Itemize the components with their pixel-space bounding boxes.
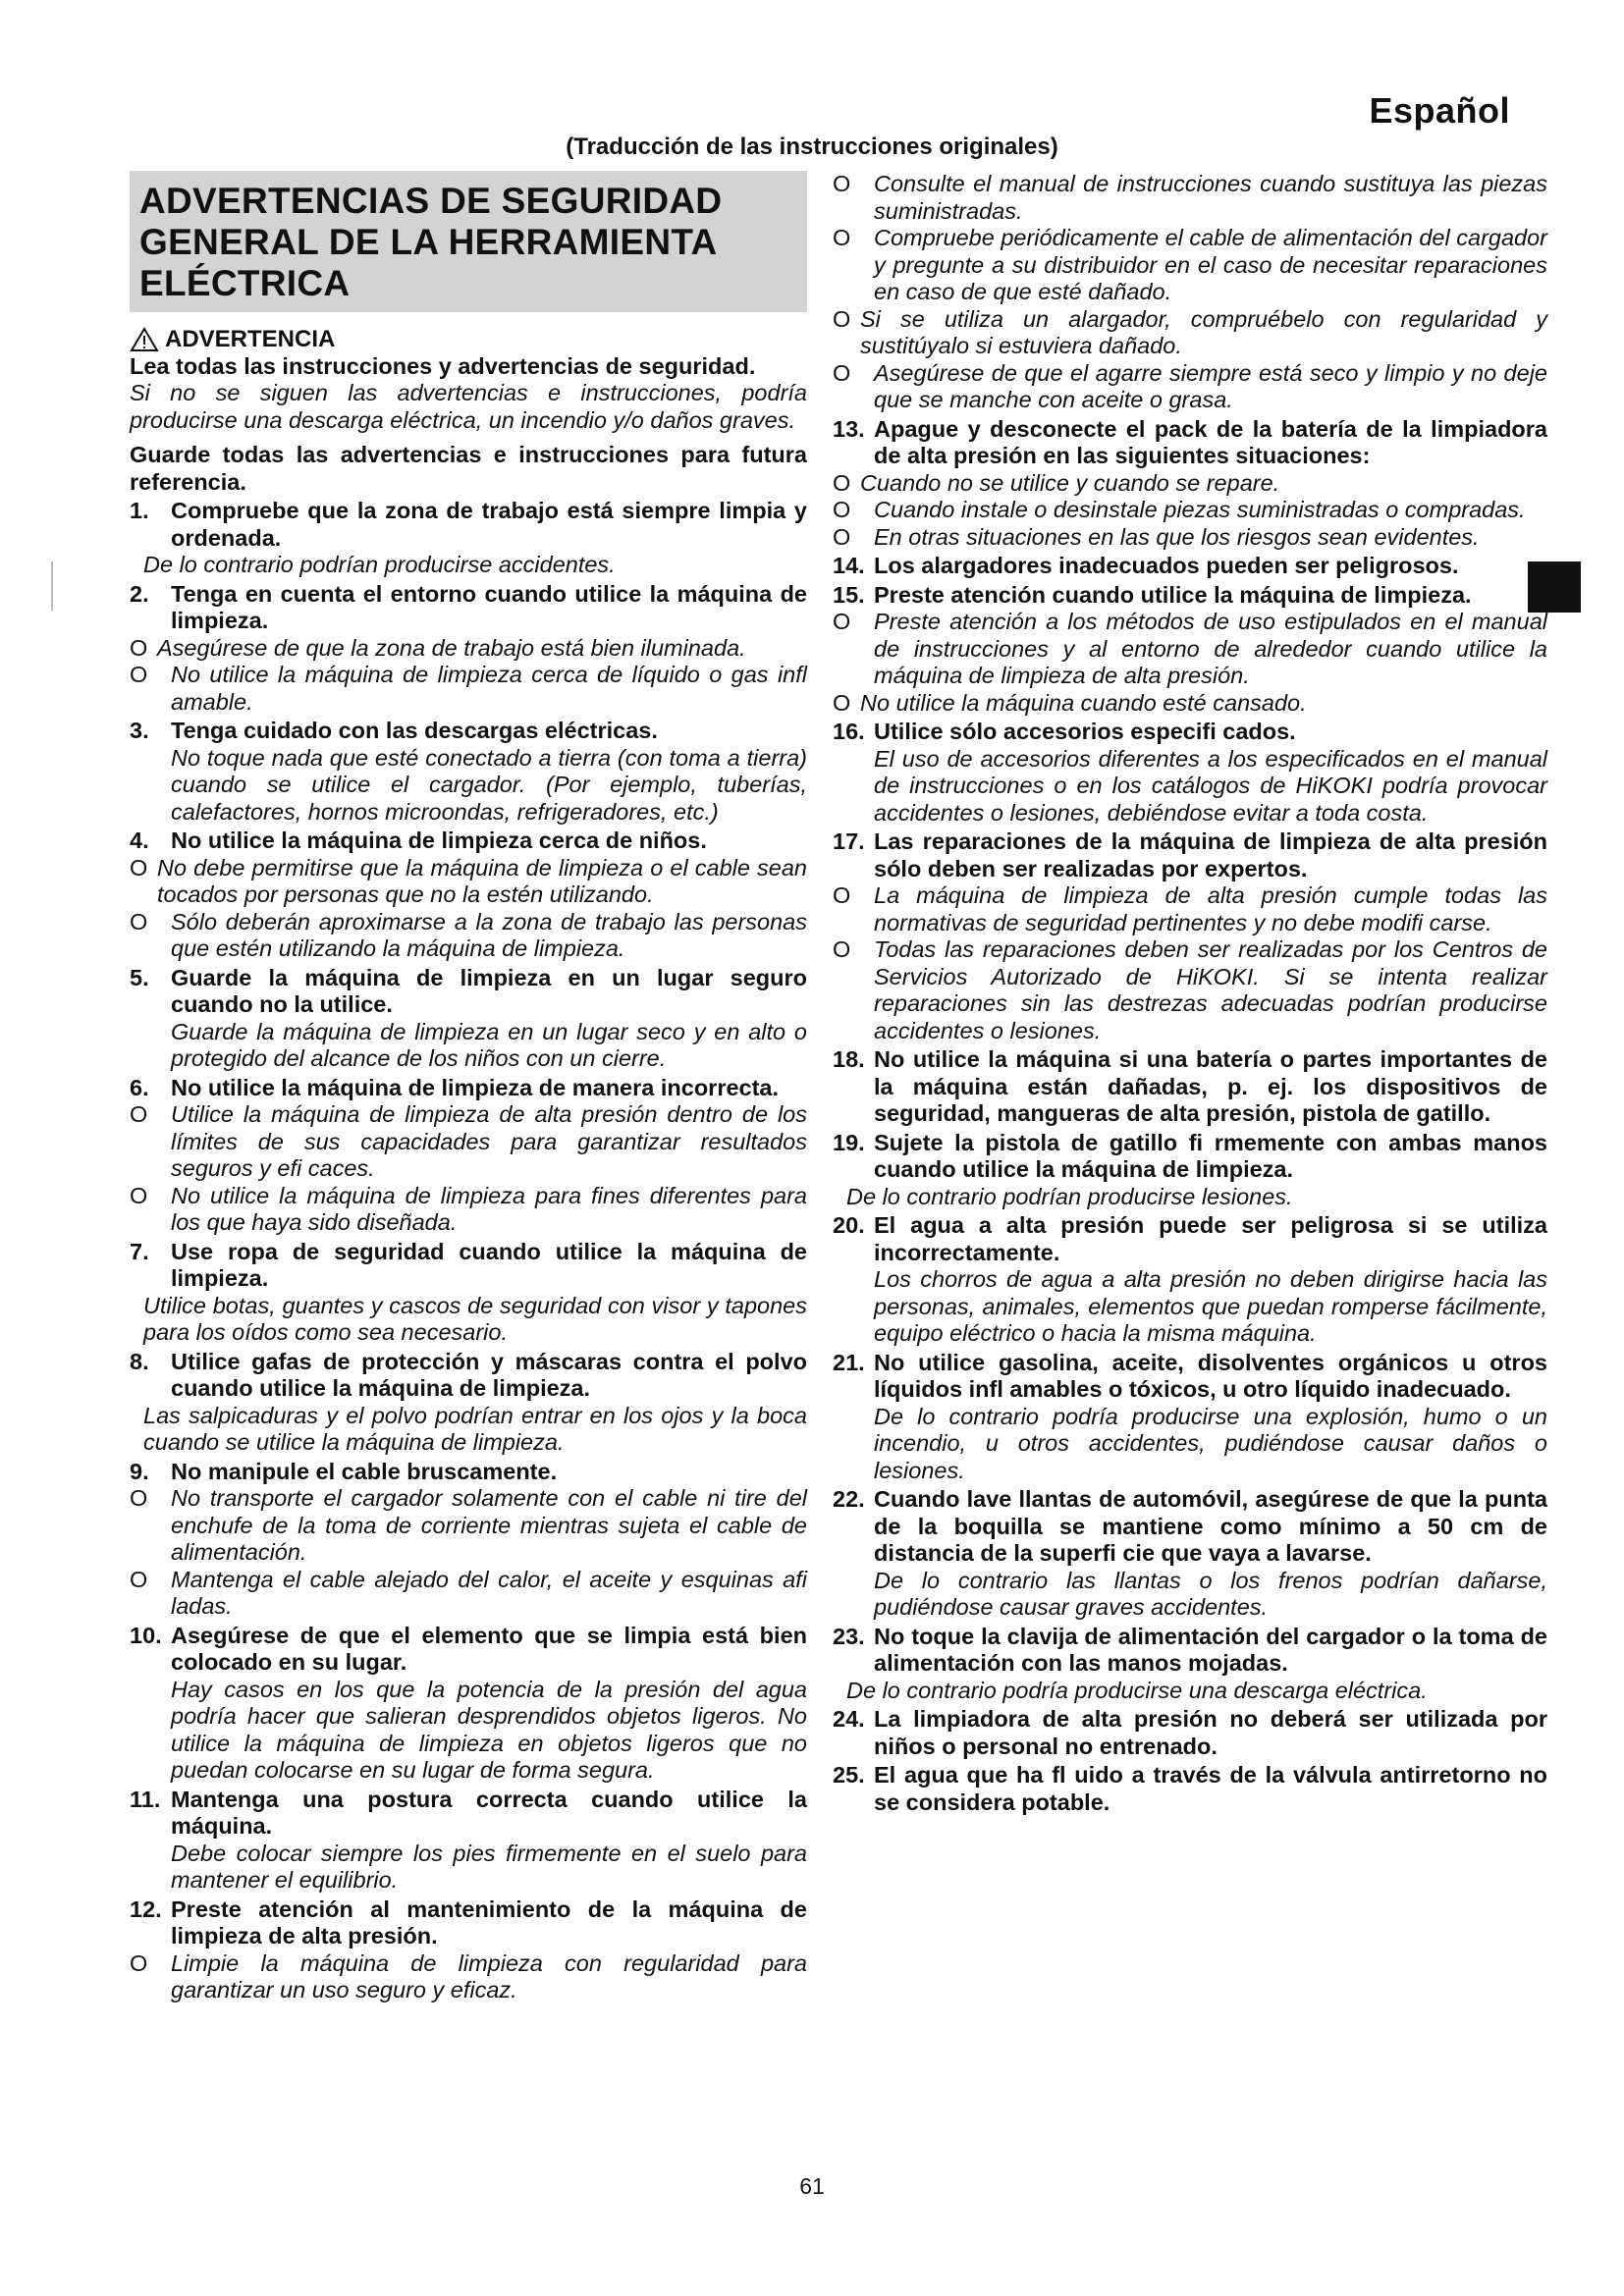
item-text: Mantenga una postura correcta cuando utilice la máquina. (171, 1786, 807, 1839)
item-23-desc: De lo contrario podría producirse una descarga eléctrica. (846, 1677, 1428, 1703)
item-15 (833, 582, 1547, 610)
item-22-desc: De lo contrario las llantas o los frenos podrían dañarse, pudiéndose causar graves accidentes. (874, 1567, 1547, 1620)
bullet-marker: O (833, 171, 851, 196)
item-15-bullet-2 (833, 690, 1547, 718)
item-2-bullet-1 (130, 635, 807, 663)
bullet-marker: O (130, 1182, 148, 1208)
item-text: Si se utiliza un alargador, compruébelo con regularidad y sustitúyalo si estuviera dañado. (860, 305, 1547, 358)
item-number: 19. (833, 1129, 865, 1155)
item-21-desc: De lo contrario podría producirse una explosión, humo o un incendio, u otros accidentes, pudiéndose causar daños o lesiones. (874, 1403, 1547, 1483)
item-text: Tenga cuidado con las descargas eléctricas. (171, 718, 658, 743)
bullet-marker: O (833, 689, 851, 716)
item-12 (130, 1896, 807, 1950)
item-number: 10. (130, 1622, 162, 1648)
bullet-marker: O (833, 609, 851, 634)
item-number: 25. (833, 1762, 865, 1788)
bullet-marker: O (833, 469, 851, 496)
section-title: ADVERTENCIAS DE SEGURIDAD GENERAL DE LA HERRAMIENTA ELÉCTRICA (130, 171, 807, 312)
item-9-bullet-1 (130, 1485, 807, 1567)
item-11 (130, 1787, 807, 1841)
item-text: Cuando no se utilice y cuando se repare. (860, 469, 1280, 496)
item-6-bullet-1 (130, 1101, 807, 1183)
bullet-marker: O (833, 882, 851, 908)
item-text: Los alargadores inadecuados pueden ser peligrosos. (874, 553, 1459, 578)
item-text: Utilice la máquina de limpieza de alta presión dentro de los límites de sus capacidades para garantizar resultados seguros y efi caces. (171, 1101, 807, 1181)
bullet-marker: O (130, 1566, 148, 1592)
bullet-marker: O (833, 359, 851, 386)
item-text: No utilice la máquina de limpieza cerca de niños. (171, 828, 707, 853)
item-8-desc: Las salpicaduras y el polvo podrían entrar en los ojos y la boca cuando se utilice la máquina de limpieza. (143, 1402, 807, 1455)
right-column (833, 171, 1547, 1816)
item-text: Utilice gafas de protección y máscaras contra el polvo cuando utilice la máquina de limpieza. (171, 1348, 807, 1401)
item-number: 6. (130, 1074, 149, 1100)
item-text: Sujete la pistola de gatillo fi rmemente con ambas manos cuando utilice la máquina de limpieza. (874, 1129, 1547, 1182)
item-text: Mantenga el cable alejado del calor, el aceite y esquinas afi ladas. (171, 1566, 807, 1619)
bullet-marker: O (130, 634, 148, 661)
item-16-desc: El uso de accesorios diferentes a los especificados en el manual de instrucciones o en los catálogos de HiKOKI podría provocar accidentes o lesiones, debiéndose evitar a toda costa. (874, 745, 1547, 826)
right-bullet-4 (833, 360, 1547, 414)
item-text: Todas las reparaciones deben ser realizadas por los Centros de Servicios Autorizado de HiKOKI. Si se intenta realizar reparaciones sin las destrezas adecuadas podrían producirse accidentes o lesiones. (874, 936, 1547, 1043)
item-16 (833, 719, 1547, 746)
item-number: 7. (130, 1238, 149, 1264)
item-number: 2. (130, 580, 149, 607)
bullet-marker: O (833, 225, 851, 250)
item-text: No utilice gasolina, aceite, disolventes orgánicos u otros líquidos infl amables o tóxicos, u otro líquido inadecuado. (874, 1349, 1547, 1402)
item-text: Guarde la máquina de limpieza en un lugar seguro cuando no la utilice. (171, 964, 807, 1017)
item-text: La limpiadora de alta presión no deberá ser utilizada por niños o personal no entrenado. (874, 1706, 1547, 1759)
item-text: Consulte el manual de instrucciones cuando sustituya las piezas suministradas. (874, 171, 1547, 224)
item-11-desc: Debe colocar siempre los pies firmemente en el suelo para mantener el equilibrio. (171, 1840, 807, 1893)
item-number: 21. (833, 1349, 865, 1375)
item-9-bullet-2 (130, 1567, 807, 1621)
item-text: Sólo deberán aproximarse a la zona de trabajo las personas que estén utilizando la máquina de limpieza. (171, 908, 807, 961)
item-number: 8. (130, 1348, 149, 1374)
right-bullet-1 (833, 171, 1547, 225)
item-number: 18. (833, 1046, 865, 1072)
item-text: Limpie la máquina de limpieza con regularidad para garantizar un uso seguro y eficaz. (171, 1949, 807, 2002)
item-text: No toque la clavija de alimentación del cargador o la toma de alimentación con las manos mojadas. (874, 1623, 1547, 1676)
item-17 (833, 828, 1547, 882)
bullet-marker: O (130, 1485, 148, 1511)
bullet-marker: O (130, 854, 148, 881)
item-text: No utilice la máquina de limpieza cerca de líquido o gas infl amable. (171, 662, 807, 715)
item-text: Preste atención a los métodos de uso estipulados en el manual de instrucciones y al entorno de alrededor cuando utilice la máquina de limpieza de alta presión. (874, 609, 1547, 688)
warning-triangle-icon (130, 327, 159, 352)
warning-bold-text: Lea todas las instrucciones y advertencias de seguridad. (130, 352, 756, 379)
item-number: 14. (833, 553, 865, 578)
item-19-desc: De lo contrario podrían producirse lesiones. (846, 1183, 1293, 1209)
item-text: El agua a alta presión puede ser peligrosa si se utiliza incorrectamente. (874, 1212, 1547, 1265)
item-text: Compruebe periódicamente el cable de alimentación del cargador y pregunte a su distribuidor en el caso de necesitar reparaciones en caso de que esté dañado. (874, 225, 1547, 304)
item-text: Asegúrese de que la zona de trabajo está bien iluminada. (157, 634, 746, 661)
item-number: 5. (130, 964, 149, 990)
item-17-bullet-1 (833, 882, 1547, 936)
item-text: En otras situaciones en las que los riesgos sean evidentes. (874, 523, 1480, 550)
item-number: 11. (130, 1786, 161, 1812)
item-22 (833, 1486, 1547, 1568)
item-number: 17. (833, 828, 865, 854)
item-20 (833, 1212, 1547, 1266)
item-20-desc: Los chorros de agua a alta presión no deben dirigirse hacia las personas, animales, elementos que puedan romperse fácilmente, equipo eléctrico o hacia la misma máquina. (874, 1266, 1547, 1346)
item-6-bullet-2 (130, 1183, 807, 1237)
bullet-marker: O (130, 1101, 148, 1127)
item-4-bullet-1 (130, 855, 807, 909)
item-4-bullet-2 (130, 909, 807, 963)
item-text: No manipule el cable bruscamente. (171, 1458, 558, 1484)
bullet-marker: O (833, 497, 851, 522)
right-bullet-2 (833, 225, 1547, 306)
item-text: Cuando instale o desinstale piezas suministradas o compradas. (874, 497, 1526, 522)
keep-instructions-text: Guarde todas las advertencias e instrucciones para futura referencia. (130, 442, 807, 495)
item-number: 13. (833, 415, 865, 442)
item-18 (833, 1046, 1547, 1128)
warning-italic-text: Si no se siguen las advertencias e instrucciones, podría producirse una descarga eléctrica, un incendio y/o daños graves. (130, 380, 807, 433)
item-number: 15. (833, 581, 865, 608)
item-number: 20. (833, 1212, 865, 1238)
item-12-bullet-1 (130, 1950, 807, 2004)
bullet-marker: O (833, 523, 851, 550)
item-text: Apague y desconecte el pack de la batería de la limpiadora de alta presión en las siguientes situaciones: (874, 415, 1547, 468)
bullet-marker: O (833, 936, 851, 962)
item-7-desc: Utilice botas, guantes y cascos de seguridad con visor y tapones para los oídos como sea necesario. (143, 1292, 807, 1345)
language-label: Español (1369, 90, 1510, 131)
page-number: 61 (799, 2173, 825, 2199)
item-text: Tenga en cuenta el entorno cuando utilice la máquina de limpieza. (171, 580, 807, 633)
item-13-bullet-2 (833, 497, 1547, 524)
item-8 (130, 1349, 807, 1403)
item-7 (130, 1239, 807, 1293)
item-number: 24. (833, 1706, 865, 1732)
item-4 (130, 828, 807, 855)
warning-heading (130, 326, 807, 353)
item-text: No utilice la máquina si una batería o partes importantes de la máquina están dañadas, p. ej. los dispositivos de seguridad, mangueras de alta presión, pistola de gatillo. (874, 1046, 1547, 1126)
item-13-bullet-1 (833, 470, 1547, 498)
item-number: 12. (130, 1896, 162, 1922)
item-number: 4. (130, 828, 149, 853)
item-21 (833, 1350, 1547, 1404)
bullet-marker: O (130, 662, 148, 687)
item-9 (130, 1459, 807, 1486)
item-3 (130, 718, 807, 745)
item-13-bullet-3 (833, 524, 1547, 552)
item-14 (833, 553, 1547, 580)
item-13 (833, 416, 1547, 470)
item-text: Use ropa de seguridad cuando utilice la máquina de limpieza. (171, 1238, 807, 1291)
item-number: 9. (130, 1458, 149, 1484)
item-text: Utilice sólo accesorios especifi cados. (874, 719, 1296, 744)
item-23 (833, 1624, 1547, 1678)
item-24 (833, 1706, 1547, 1760)
item-17-bullet-2 (833, 936, 1547, 1044)
item-10 (130, 1623, 807, 1677)
item-text: Las reparaciones de la máquina de limpieza de alta presión sólo deben ser realizadas por expertos. (874, 828, 1547, 881)
item-text: No utilice la máquina de limpieza para fines diferentes para los que haya sido diseñada. (171, 1182, 807, 1235)
item-2 (130, 581, 807, 635)
item-6 (130, 1075, 807, 1102)
item-text: Asegúrese de que el elemento que se limpia está bien colocado en su lugar. (171, 1622, 807, 1675)
item-text: No debe permitirse que la máquina de limpieza o el cable sean tocados por personas que no la estén utilizando. (157, 854, 807, 907)
item-text: No transporte el cargador solamente con el cable ni tire del enchufe de la toma de corriente mientras sujeta el cable de alimentación. (171, 1485, 807, 1565)
item-text: Cuando lave llantas de automóvil, asegúrese de que la punta de la boquilla se mantiene como mínimo a 50 cm de distancia de la superfi cie que vaya a lavarse. (874, 1486, 1547, 1566)
item-2-bullet-2 (130, 662, 807, 716)
item-text: Preste atención cuando utilice la máquina de limpieza. (874, 581, 1472, 608)
item-number: 22. (833, 1486, 865, 1512)
item-number: 1. (130, 498, 149, 523)
item-19 (833, 1130, 1547, 1184)
left-column (130, 171, 807, 2004)
margin-line (51, 561, 53, 611)
item-text: No utilice la máquina de limpieza de manera incorrecta. (171, 1074, 780, 1100)
item-10-desc: Hay casos en los que la potencia de la presión del agua podría hacer que salieran desprendidos objetos ligeros. No utilice la máquina de limpieza en objetos ligeros que no puedan colocarse en su lugar de forma segura. (171, 1676, 807, 1783)
right-bullet-3 (833, 306, 1547, 360)
translation-subtitle: (Traducción de las instrucciones originales) (566, 133, 1058, 160)
item-1 (130, 498, 807, 552)
item-3-desc: No toque nada que esté conectado a tierra (con toma a tierra) cuando se utilice el cargador. (Por ejemplo, tuberías, calefactores, hornos microondas, refrigeradores, etc.) (171, 744, 807, 825)
item-1-desc: De lo contrario podrían producirse accidentes. (143, 552, 616, 577)
item-5-desc: Guarde la máquina de limpieza en un lugar seco y en alto o protegido del alcance de los niños con un cierre. (171, 1018, 807, 1071)
item-text: No utilice la máquina cuando esté cansado. (860, 689, 1307, 716)
item-number: 16. (833, 719, 865, 744)
bullet-marker: O (833, 305, 851, 332)
item-number: 23. (833, 1623, 865, 1649)
item-5 (130, 965, 807, 1019)
item-text: La máquina de limpieza de alta presión cumple todas las normativas de seguridad pertinentes y no debe modifi carse. (874, 882, 1547, 935)
bullet-marker: O (130, 1949, 148, 1976)
bullet-marker: O (130, 908, 148, 934)
item-number: 3. (130, 718, 149, 743)
item-15-bullet-1 (833, 609, 1547, 690)
item-text: Asegúrese de que el agarre siempre está seco y limpio y no deje que se manche con aceite o grasa. (874, 359, 1547, 412)
item-text: El agua que ha fl uido a través de la válvula antirretorno no se considera potable. (874, 1762, 1547, 1815)
warning-label: ADVERTENCIA (165, 326, 336, 352)
item-text: Compruebe que la zona de trabajo está siempre limpia y ordenada. (171, 498, 807, 551)
item-text: Preste atención al mantenimiento de la máquina de limpieza de alta presión. (171, 1896, 807, 1949)
item-25 (833, 1762, 1547, 1816)
